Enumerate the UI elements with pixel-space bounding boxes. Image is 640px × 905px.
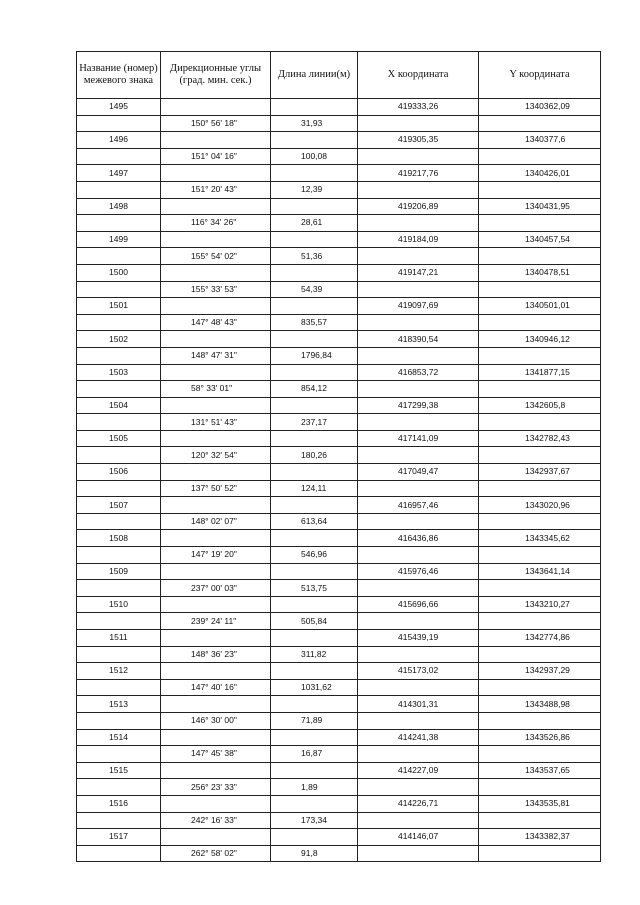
- empty-cell: [77, 580, 161, 597]
- empty-cell: [161, 331, 271, 348]
- line-length-cell: 91,8: [271, 845, 358, 862]
- direction-angle-cell: 151° 04' 16": [161, 148, 271, 165]
- empty-cell: [271, 630, 358, 647]
- empty-cell: [358, 513, 479, 530]
- point-name-cell: 1512: [77, 663, 161, 680]
- y-coordinate-cell: 1343537,65: [479, 762, 601, 779]
- empty-cell: [479, 248, 601, 265]
- table-row: [77, 795, 601, 812]
- empty-cell: [479, 812, 601, 829]
- line-length-cell: 835,57: [271, 314, 358, 331]
- empty-cell: [271, 762, 358, 779]
- y-coordinate-cell: 1343641,14: [479, 563, 601, 580]
- empty-cell: [479, 580, 601, 597]
- y-coordinate-cell: 1342937,67: [479, 464, 601, 481]
- table-row: [77, 298, 601, 315]
- empty-cell: [479, 314, 601, 331]
- table-row: [77, 115, 601, 132]
- table-row: [77, 746, 601, 763]
- empty-cell: [77, 679, 161, 696]
- y-coordinate-cell: 1342774,86: [479, 630, 601, 647]
- point-name-cell: 1504: [77, 397, 161, 414]
- empty-cell: [479, 414, 601, 431]
- table-row: [77, 165, 601, 182]
- direction-angle-cell: 147° 19' 20": [161, 547, 271, 564]
- empty-cell: [161, 696, 271, 713]
- table-row: [77, 331, 601, 348]
- empty-cell: [358, 381, 479, 398]
- line-length-cell: 12,39: [271, 181, 358, 198]
- line-length-cell: 100,08: [271, 148, 358, 165]
- y-coordinate-cell: 1343020,96: [479, 497, 601, 514]
- empty-cell: [358, 547, 479, 564]
- y-coordinate-cell: 1343535,81: [479, 795, 601, 812]
- line-length-cell: 613,64: [271, 513, 358, 530]
- empty-cell: [358, 580, 479, 597]
- direction-angle-cell: 237° 00' 03": [161, 580, 271, 597]
- x-coordinate-cell: 419206,89: [358, 198, 479, 215]
- x-coordinate-cell: 414226,71: [358, 795, 479, 812]
- empty-cell: [161, 231, 271, 248]
- x-coordinate-cell: 416957,46: [358, 497, 479, 514]
- direction-angle-cell: 146° 30' 00": [161, 712, 271, 729]
- table-row: [77, 729, 601, 746]
- empty-cell: [358, 779, 479, 796]
- direction-angle-cell: 155° 33' 53": [161, 281, 271, 298]
- direction-angle-cell: 256° 23' 33": [161, 779, 271, 796]
- empty-cell: [358, 613, 479, 630]
- empty-cell: [358, 215, 479, 232]
- line-length-cell: 51,36: [271, 248, 358, 265]
- empty-cell: [161, 596, 271, 613]
- point-name-cell: 1506: [77, 464, 161, 481]
- empty-cell: [271, 165, 358, 182]
- table-row: [77, 845, 601, 862]
- table-row: [77, 281, 601, 298]
- empty-cell: [479, 547, 601, 564]
- y-coordinate-cell: 1343526,86: [479, 729, 601, 746]
- empty-cell: [358, 414, 479, 431]
- x-coordinate-cell: 417141,09: [358, 430, 479, 447]
- empty-cell: [271, 530, 358, 547]
- empty-cell: [479, 646, 601, 663]
- empty-cell: [358, 480, 479, 497]
- empty-cell: [271, 99, 358, 116]
- empty-cell: [77, 181, 161, 198]
- point-name-cell: 1509: [77, 563, 161, 580]
- table-row: [77, 480, 601, 497]
- y-coordinate-cell: 1340457,54: [479, 231, 601, 248]
- table-row: [77, 347, 601, 364]
- x-coordinate-cell: 416853,72: [358, 364, 479, 381]
- table-row: [77, 430, 601, 447]
- table-row: [77, 447, 601, 464]
- direction-angle-cell: 147° 40' 16": [161, 679, 271, 696]
- point-name-cell: 1515: [77, 762, 161, 779]
- table-row: [77, 464, 601, 481]
- line-length-cell: 1,89: [271, 779, 358, 796]
- empty-cell: [271, 829, 358, 846]
- empty-cell: [271, 795, 358, 812]
- line-length-cell: 173,34: [271, 812, 358, 829]
- x-coordinate-cell: 419147,21: [358, 264, 479, 281]
- empty-cell: [479, 712, 601, 729]
- empty-cell: [77, 281, 161, 298]
- x-coordinate-cell: 419217,76: [358, 165, 479, 182]
- header-x: X координата: [358, 52, 479, 99]
- direction-angle-cell: 131° 51' 43": [161, 414, 271, 431]
- direction-angle-cell: 120° 32' 54": [161, 447, 271, 464]
- x-coordinate-cell: 415976,46: [358, 563, 479, 580]
- empty-cell: [271, 132, 358, 149]
- line-length-cell: 546,96: [271, 547, 358, 564]
- empty-cell: [77, 779, 161, 796]
- empty-cell: [358, 115, 479, 132]
- empty-cell: [271, 563, 358, 580]
- point-name-cell: 1503: [77, 364, 161, 381]
- empty-cell: [271, 430, 358, 447]
- empty-cell: [358, 148, 479, 165]
- empty-cell: [479, 281, 601, 298]
- header-length: Длина линии(м): [271, 52, 358, 99]
- boundary-coordinates-table: [76, 51, 601, 862]
- line-length-cell: 31,93: [271, 115, 358, 132]
- empty-cell: [161, 364, 271, 381]
- empty-cell: [358, 845, 479, 862]
- empty-cell: [77, 746, 161, 763]
- table-row: [77, 580, 601, 597]
- empty-cell: [271, 298, 358, 315]
- y-coordinate-cell: 1340426,01: [479, 165, 601, 182]
- line-length-cell: 505,84: [271, 613, 358, 630]
- line-length-cell: 854,12: [271, 381, 358, 398]
- empty-cell: [161, 497, 271, 514]
- empty-cell: [161, 430, 271, 447]
- y-coordinate-cell: 1343345,62: [479, 530, 601, 547]
- point-name-cell: 1508: [77, 530, 161, 547]
- empty-cell: [479, 613, 601, 630]
- empty-cell: [358, 248, 479, 265]
- empty-cell: [479, 746, 601, 763]
- empty-cell: [479, 779, 601, 796]
- point-name-cell: 1499: [77, 231, 161, 248]
- empty-cell: [479, 513, 601, 530]
- empty-cell: [479, 347, 601, 364]
- table-row: [77, 596, 601, 613]
- y-coordinate-cell: 1340362,09: [479, 99, 601, 116]
- empty-cell: [358, 447, 479, 464]
- empty-cell: [77, 613, 161, 630]
- table-row: [77, 530, 601, 547]
- empty-cell: [77, 148, 161, 165]
- header-name: Название (номер) межевого знака: [77, 52, 161, 99]
- table-row: [77, 198, 601, 215]
- point-name-cell: 1497: [77, 165, 161, 182]
- empty-cell: [77, 248, 161, 265]
- empty-cell: [271, 596, 358, 613]
- empty-cell: [358, 746, 479, 763]
- direction-angle-cell: 150° 56' 18": [161, 115, 271, 132]
- empty-cell: [271, 331, 358, 348]
- point-name-cell: 1511: [77, 630, 161, 647]
- direction-angle-cell: 58° 33' 01": [161, 381, 271, 398]
- empty-cell: [358, 679, 479, 696]
- line-length-cell: 71,89: [271, 712, 358, 729]
- x-coordinate-cell: 414301,31: [358, 696, 479, 713]
- point-name-cell: 1517: [77, 829, 161, 846]
- direction-angle-cell: 148° 02' 07": [161, 513, 271, 530]
- table-row: [77, 812, 601, 829]
- line-length-cell: 513,75: [271, 580, 358, 597]
- line-length-cell: 237,17: [271, 414, 358, 431]
- empty-cell: [358, 812, 479, 829]
- table-row: [77, 364, 601, 381]
- empty-cell: [358, 181, 479, 198]
- empty-cell: [77, 712, 161, 729]
- table-row: [77, 148, 601, 165]
- x-coordinate-cell: 417299,38: [358, 397, 479, 414]
- x-coordinate-cell: 419184,09: [358, 231, 479, 248]
- empty-cell: [161, 298, 271, 315]
- empty-cell: [358, 281, 479, 298]
- empty-cell: [161, 530, 271, 547]
- empty-cell: [161, 663, 271, 680]
- point-name-cell: 1495: [77, 99, 161, 116]
- table-row: [77, 132, 601, 149]
- y-coordinate-cell: 1342605,8: [479, 397, 601, 414]
- empty-cell: [161, 464, 271, 481]
- direction-angle-cell: 137° 50' 52": [161, 480, 271, 497]
- empty-cell: [77, 447, 161, 464]
- direction-angle-cell: 242° 16' 33": [161, 812, 271, 829]
- empty-cell: [161, 762, 271, 779]
- empty-cell: [161, 795, 271, 812]
- empty-cell: [271, 397, 358, 414]
- direction-angle-cell: 116° 34' 26": [161, 215, 271, 232]
- point-name-cell: 1516: [77, 795, 161, 812]
- x-coordinate-cell: 414146,07: [358, 829, 479, 846]
- table-row: [77, 630, 601, 647]
- empty-cell: [161, 563, 271, 580]
- point-name-cell: 1505: [77, 430, 161, 447]
- empty-cell: [77, 547, 161, 564]
- empty-cell: [479, 480, 601, 497]
- x-coordinate-cell: 414241,38: [358, 729, 479, 746]
- empty-cell: [77, 646, 161, 663]
- table-row: [77, 829, 601, 846]
- y-coordinate-cell: 1343210,27: [479, 596, 601, 613]
- x-coordinate-cell: 419333,26: [358, 99, 479, 116]
- empty-cell: [479, 181, 601, 198]
- empty-cell: [161, 829, 271, 846]
- empty-cell: [77, 513, 161, 530]
- empty-cell: [479, 115, 601, 132]
- empty-cell: [77, 115, 161, 132]
- x-coordinate-cell: 415696,66: [358, 596, 479, 613]
- point-name-cell: 1507: [77, 497, 161, 514]
- empty-cell: [161, 630, 271, 647]
- empty-cell: [161, 165, 271, 182]
- empty-cell: [358, 712, 479, 729]
- empty-cell: [77, 845, 161, 862]
- line-length-cell: 16,87: [271, 746, 358, 763]
- empty-cell: [77, 812, 161, 829]
- table-row: [77, 215, 601, 232]
- table-row: [77, 381, 601, 398]
- table-row: [77, 646, 601, 663]
- empty-cell: [271, 464, 358, 481]
- table-row: [77, 547, 601, 564]
- direction-angle-cell: 155° 54' 02": [161, 248, 271, 265]
- table-row: [77, 613, 601, 630]
- x-coordinate-cell: 415173,02: [358, 663, 479, 680]
- direction-angle-cell: 147° 48' 43": [161, 314, 271, 331]
- empty-cell: [271, 663, 358, 680]
- empty-cell: [161, 99, 271, 116]
- table-row: [77, 264, 601, 281]
- table-body: [77, 99, 601, 862]
- y-coordinate-cell: 1342937,29: [479, 663, 601, 680]
- direction-angle-cell: 239° 24' 11": [161, 613, 271, 630]
- line-length-cell: 311,82: [271, 646, 358, 663]
- empty-cell: [77, 480, 161, 497]
- header-angle: Дирекционные углы (град. мин. сек.): [161, 52, 271, 99]
- table-row: [77, 696, 601, 713]
- table-row: [77, 181, 601, 198]
- line-length-cell: 1796,84: [271, 347, 358, 364]
- empty-cell: [479, 215, 601, 232]
- y-coordinate-cell: 1340377,6: [479, 132, 601, 149]
- empty-cell: [77, 381, 161, 398]
- empty-cell: [77, 215, 161, 232]
- table-row: [77, 663, 601, 680]
- table-row: [77, 314, 601, 331]
- empty-cell: [479, 381, 601, 398]
- table-row: [77, 712, 601, 729]
- x-coordinate-cell: 419097,69: [358, 298, 479, 315]
- direction-angle-cell: 262° 58' 02": [161, 845, 271, 862]
- empty-cell: [271, 364, 358, 381]
- empty-cell: [77, 414, 161, 431]
- empty-cell: [479, 447, 601, 464]
- y-coordinate-cell: 1340478,51: [479, 264, 601, 281]
- empty-cell: [358, 347, 479, 364]
- direction-angle-cell: 151° 20' 43": [161, 181, 271, 198]
- table-row: [77, 679, 601, 696]
- table-row: [77, 414, 601, 431]
- table-row: [77, 563, 601, 580]
- empty-cell: [479, 679, 601, 696]
- table-row: [77, 513, 601, 530]
- y-coordinate-cell: 1343488,98: [479, 696, 601, 713]
- empty-cell: [271, 729, 358, 746]
- x-coordinate-cell: 418390,54: [358, 331, 479, 348]
- header-row: [77, 52, 601, 99]
- point-name-cell: 1514: [77, 729, 161, 746]
- point-name-cell: 1501: [77, 298, 161, 315]
- x-coordinate-cell: 417049,47: [358, 464, 479, 481]
- y-coordinate-cell: 1343382,37: [479, 829, 601, 846]
- empty-cell: [358, 646, 479, 663]
- empty-cell: [161, 729, 271, 746]
- empty-cell: [271, 231, 358, 248]
- direction-angle-cell: 148° 47' 31": [161, 347, 271, 364]
- table-row: [77, 497, 601, 514]
- direction-angle-cell: 148° 36' 23": [161, 646, 271, 663]
- x-coordinate-cell: 416436,86: [358, 530, 479, 547]
- empty-cell: [479, 148, 601, 165]
- point-name-cell: 1513: [77, 696, 161, 713]
- empty-cell: [479, 845, 601, 862]
- table-row: [77, 762, 601, 779]
- empty-cell: [77, 314, 161, 331]
- line-length-cell: 28,61: [271, 215, 358, 232]
- empty-cell: [161, 198, 271, 215]
- table-row: [77, 397, 601, 414]
- direction-angle-cell: 147° 45' 38": [161, 746, 271, 763]
- point-name-cell: 1496: [77, 132, 161, 149]
- table-row: [77, 231, 601, 248]
- table-row: [77, 779, 601, 796]
- y-coordinate-cell: 1340501,01: [479, 298, 601, 315]
- empty-cell: [77, 347, 161, 364]
- point-name-cell: 1500: [77, 264, 161, 281]
- empty-cell: [271, 264, 358, 281]
- empty-cell: [271, 198, 358, 215]
- empty-cell: [161, 132, 271, 149]
- line-length-cell: 1031,62: [271, 679, 358, 696]
- x-coordinate-cell: 415439,19: [358, 630, 479, 647]
- x-coordinate-cell: 419305,35: [358, 132, 479, 149]
- y-coordinate-cell: 1341877,15: [479, 364, 601, 381]
- point-name-cell: 1502: [77, 331, 161, 348]
- line-length-cell: 124,11: [271, 480, 358, 497]
- empty-cell: [161, 397, 271, 414]
- y-coordinate-cell: 1340431,95: [479, 198, 601, 215]
- line-length-cell: 54,39: [271, 281, 358, 298]
- table-row: [77, 248, 601, 265]
- empty-cell: [161, 264, 271, 281]
- empty-cell: [271, 497, 358, 514]
- y-coordinate-cell: 1342782,43: [479, 430, 601, 447]
- y-coordinate-cell: 1340946,12: [479, 331, 601, 348]
- header-y: Y координата: [479, 52, 601, 99]
- point-name-cell: 1510: [77, 596, 161, 613]
- line-length-cell: 180,26: [271, 447, 358, 464]
- point-name-cell: 1498: [77, 198, 161, 215]
- empty-cell: [358, 314, 479, 331]
- table-row: [77, 99, 601, 116]
- empty-cell: [271, 696, 358, 713]
- x-coordinate-cell: 414227,09: [358, 762, 479, 779]
